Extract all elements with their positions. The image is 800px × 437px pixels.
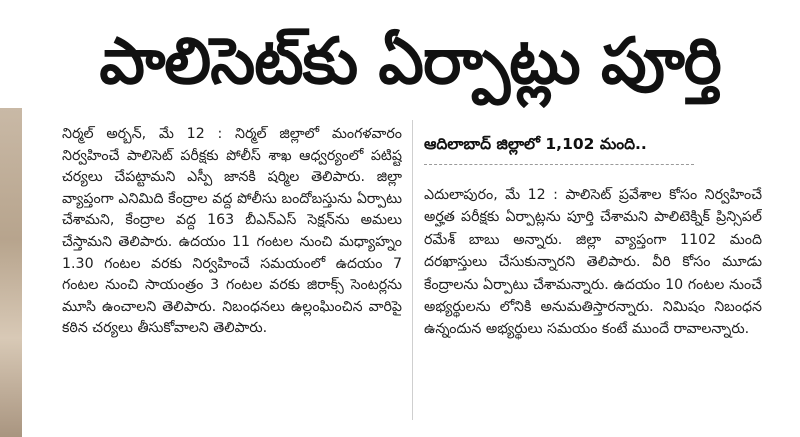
column-divider xyxy=(412,120,413,420)
right-column-body: ఎదులాపురం, మే 12 : పాలిసెట్ ప్రవేశాల కోసం నిర్వహించే అర్హత పరీక్షకు ఏర్పాట్లను పూర్తి చేశామని పాలిటెక్నిక్ ప్రిన్సిపల్ రమేశ్ బాబు అన్నారు. జిల్లా వ్యాప్తంగా 1102 మంది దరఖాస్తులు చేసుకున్నారని తెలిపారు. వీరి కోసం మూడు కేంద్రాలను ఏర్పాటు చేశామన్నారు. ఉదయం 10 గంటల నుంచే అభ్యర్థులను లోనికి అనుమతిస్తారన్నారు. నిమిషం నిబంధన ఉన్నందున అభ్యర్థులు సమయం కంటే ముందే రావాలన్నారు. xyxy=(424,187,762,338)
headline: పాలిసెట్‌కు ఏర్పాట్లు పూర్తి xyxy=(99,25,721,99)
right-column-subheading: ఆదిలాబాద్ జిల్లాలో 1,102 మంది.. xyxy=(424,135,647,153)
photo-edge xyxy=(0,108,22,437)
subheading-rule xyxy=(424,164,694,165)
left-column-body: నిర్మల్ అర్బన్, మే 12 : నిర్మల్ జిల్లాలో మంగళవారం నిర్వహించే పాలిసెట్ పరీక్షకు పోలీస్ శాఖ ఆధ్వర్యంలో పటిష్ట చర్యలు చేపట్టామని ఎస్పీ జానకి షర్మిల తెలిపారు. జిల్లా వ్యాప్తంగా ఎనిమిది కేంద్రాల వద్ద పోలీసు బందోబస్తును ఏర్పాటు చేశామని, కేంద్రాల వద్ద 163 బీఎన్ఎస్ సెక్షన్‌ను అమలు చేస్తామని తెలిపారు. ఉదయం 11 గంటల నుంచి మధ్యాహ్నం 1.30 గంటల వరకు నిర్వహించే సమయంలో ఉదయం 7 గంటల నుంచి సాయంత్రం 3 గంటల వరకు జిరాక్స్ సెంటర్లను మూసి ఉంచాలని తెలిపారు. నిబంధనలు ఉల్లంఘించిన వారిపై కఠిన చర్యలు తీసుకోవాలని తెలిపారు. xyxy=(62,126,402,337)
